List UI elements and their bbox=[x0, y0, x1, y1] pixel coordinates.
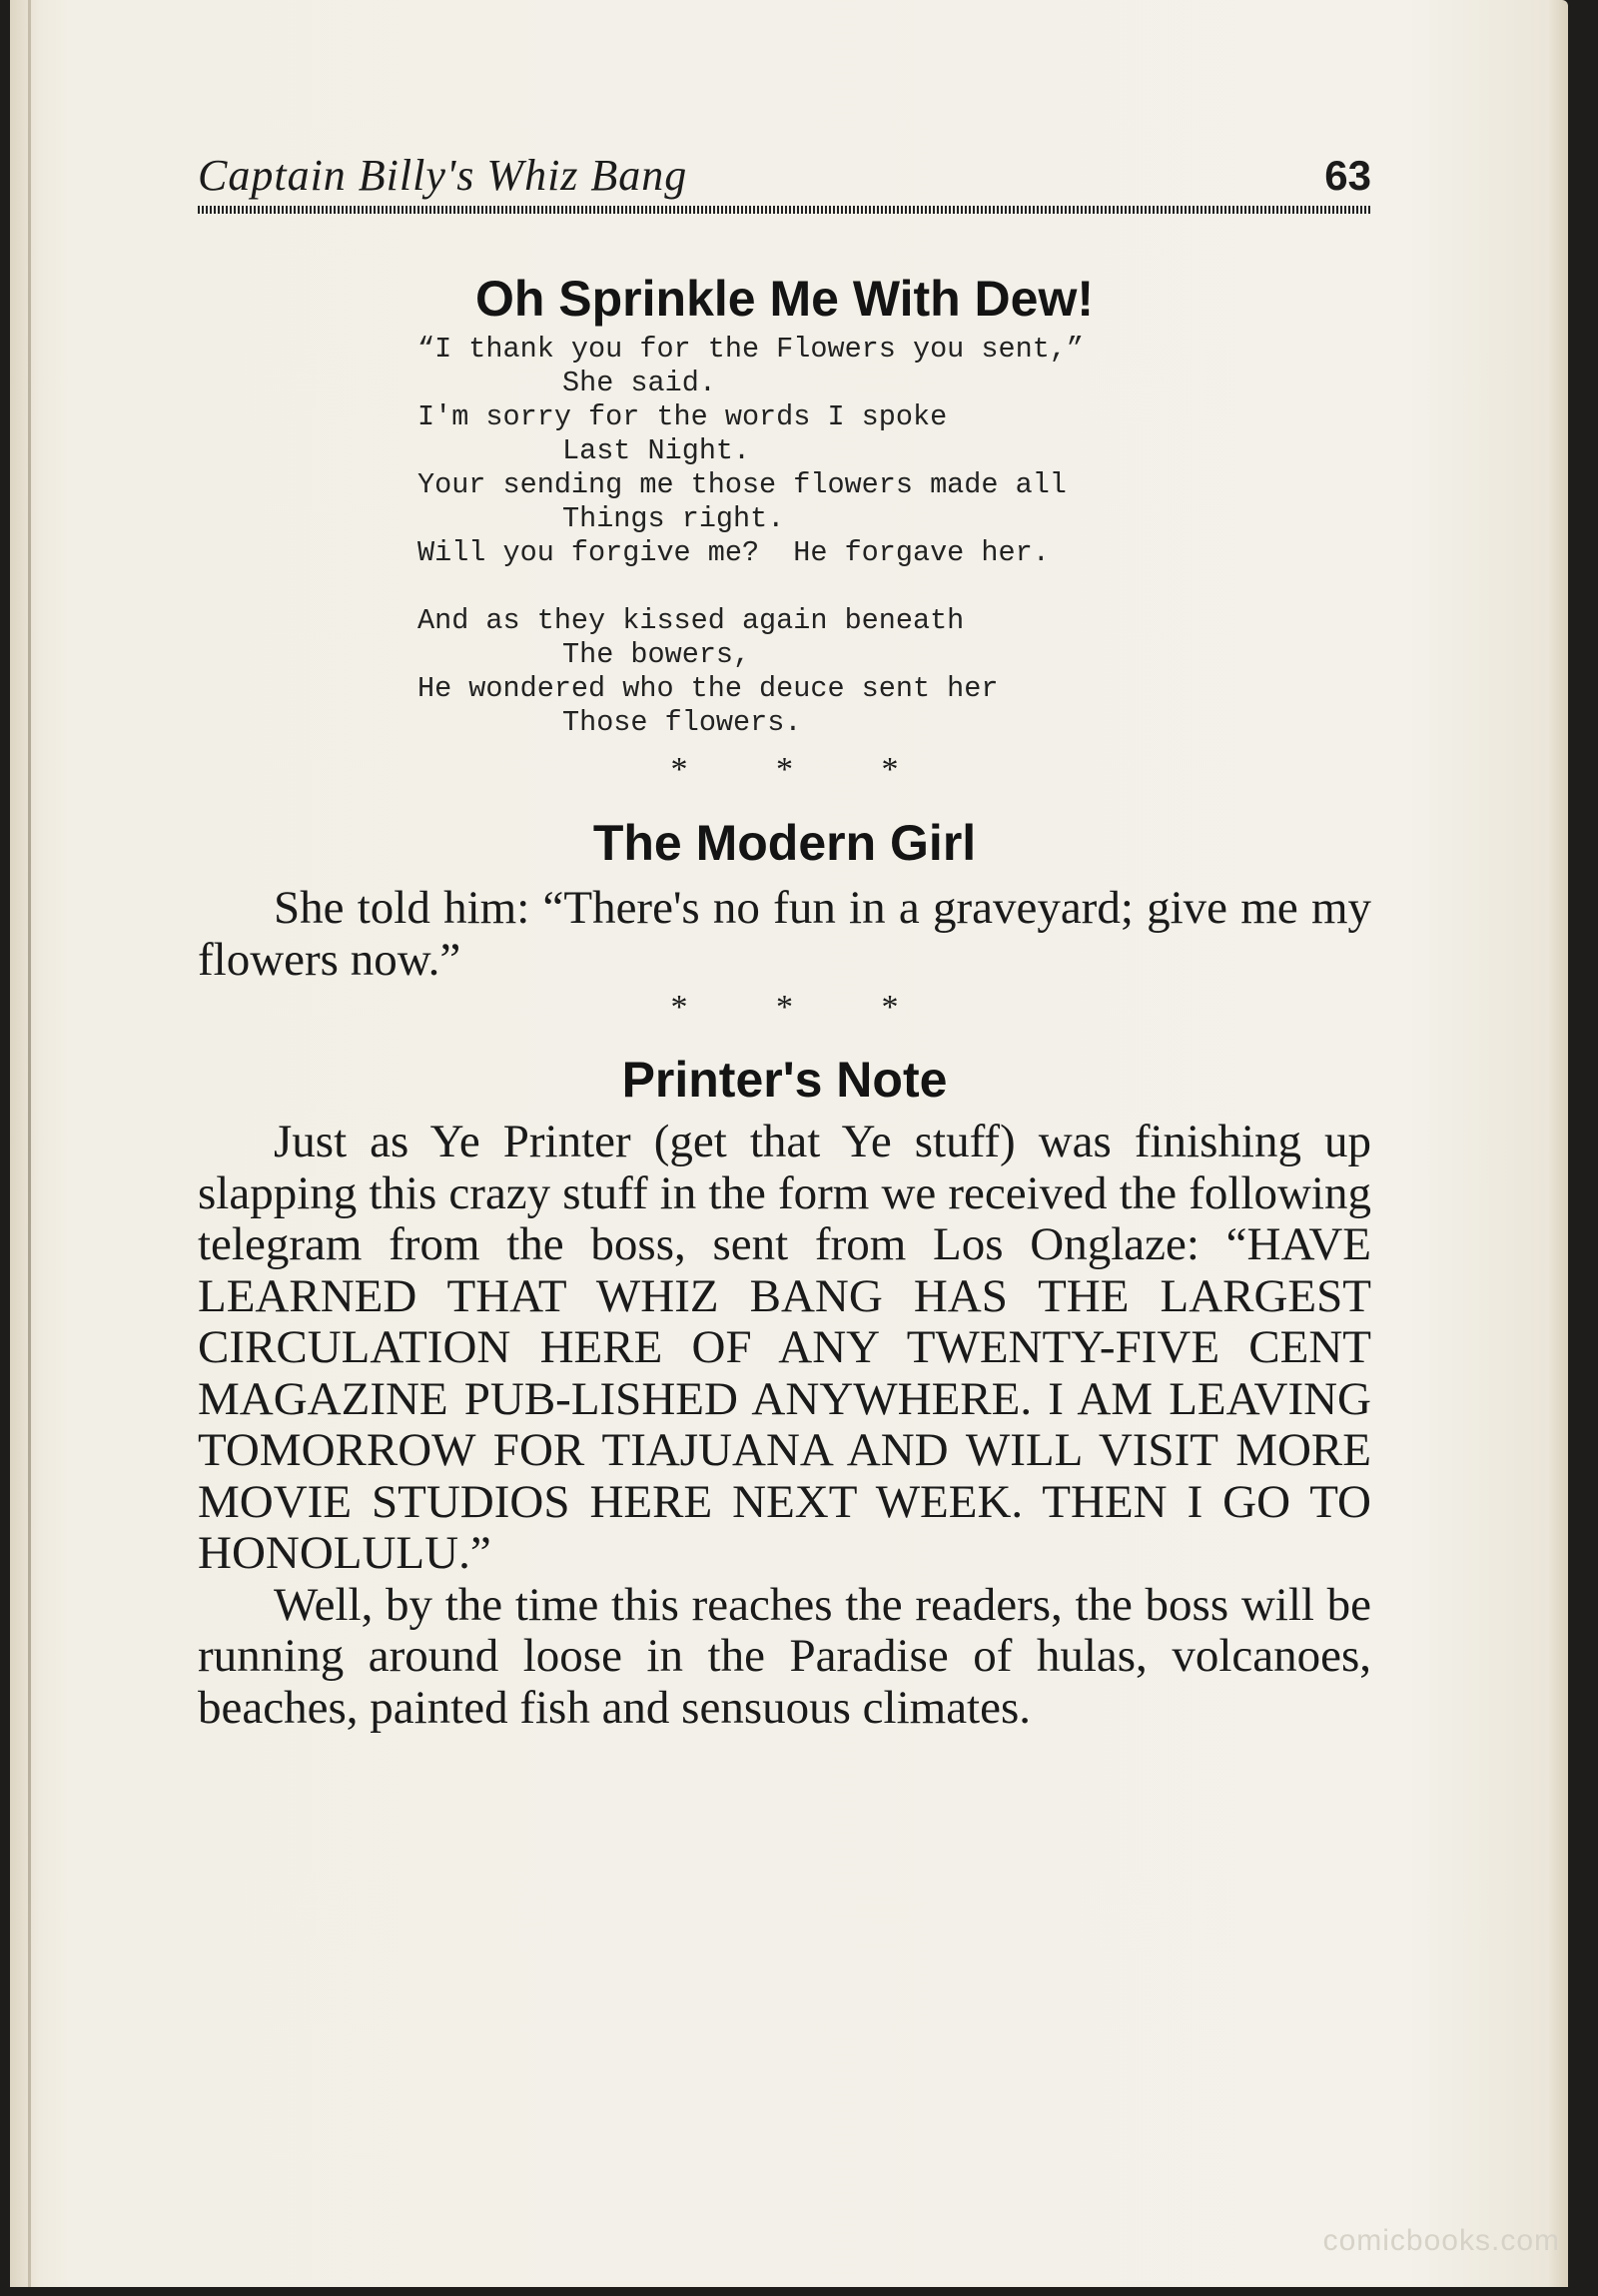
modern-girl-paragraph: She told him: “There's no fun in a graveyard; give me my flowers now.” bbox=[198, 882, 1371, 986]
poem-line: Things right. bbox=[562, 502, 785, 535]
poem-title: Oh Sprinkle Me With Dew! bbox=[474, 271, 1095, 327]
poem-line: Will you forgive me? He forgave her. bbox=[417, 536, 1050, 569]
printers-note-paragraph-2: Well, by the time this reaches the readers, the boss will be running around loose in the Paradise of hulas, volcanoes, beaches, painted fish and sensuous climates. bbox=[198, 1578, 1371, 1734]
poem-line: He wondered who the deuce sent her bbox=[417, 672, 999, 705]
magazine-title: Captain Billy's Whiz Bang bbox=[198, 151, 688, 200]
running-header bbox=[198, 150, 1371, 201]
page-fold bbox=[28, 0, 31, 2287]
modern-girl-text bbox=[198, 883, 1371, 986]
poem-line: I'm sorry for the words I spoke bbox=[417, 400, 948, 433]
poem-body bbox=[417, 333, 1084, 740]
printers-note-title: Printer's Note bbox=[621, 1052, 948, 1108]
poem-line: Last Night. bbox=[562, 434, 751, 467]
poem-line: She said. bbox=[562, 367, 716, 399]
poem-line: The bowers, bbox=[562, 638, 751, 671]
printers-note-text bbox=[198, 1117, 1371, 1734]
separator-stars: * * * bbox=[670, 751, 939, 788]
separator-stars: * * * bbox=[670, 989, 939, 1026]
poem-line: Your sending me those flowers made all bbox=[417, 468, 1067, 501]
header-rule bbox=[198, 206, 1371, 214]
printers-note-paragraph-1: Just as Ye Printer (get that Ye stuff) was finishing up slapping this crazy stuff in the form we received the following telegram from the boss, sent from Los Onglaze: “HAVE LEARNED THAT WHIZ BANG HAS THE LARGEST CIRCULATION HERE OF ANY TWENTY-FIVE CENT MAGAZINE PUB-LISHED ANYWHERE. I AM LEAVING TOMORROW FOR TIAJUANA AND WILL VISIT MORE MOVIE STUDIOS HERE NEXT WEEK. THEN I GO TO HONOLULU.” bbox=[198, 1116, 1371, 1579]
poem-line: Those flowers. bbox=[562, 706, 802, 739]
page-number: 63 bbox=[1324, 152, 1371, 199]
modern-girl-title: The Modern Girl bbox=[592, 815, 977, 871]
watermark: comicbooks.com bbox=[1322, 2224, 1560, 2257]
poem-line: And as they kissed again beneath bbox=[417, 604, 965, 637]
poem-line: “I thank you for the Flowers you sent,” bbox=[417, 333, 1085, 366]
stanza-break bbox=[417, 570, 1084, 604]
